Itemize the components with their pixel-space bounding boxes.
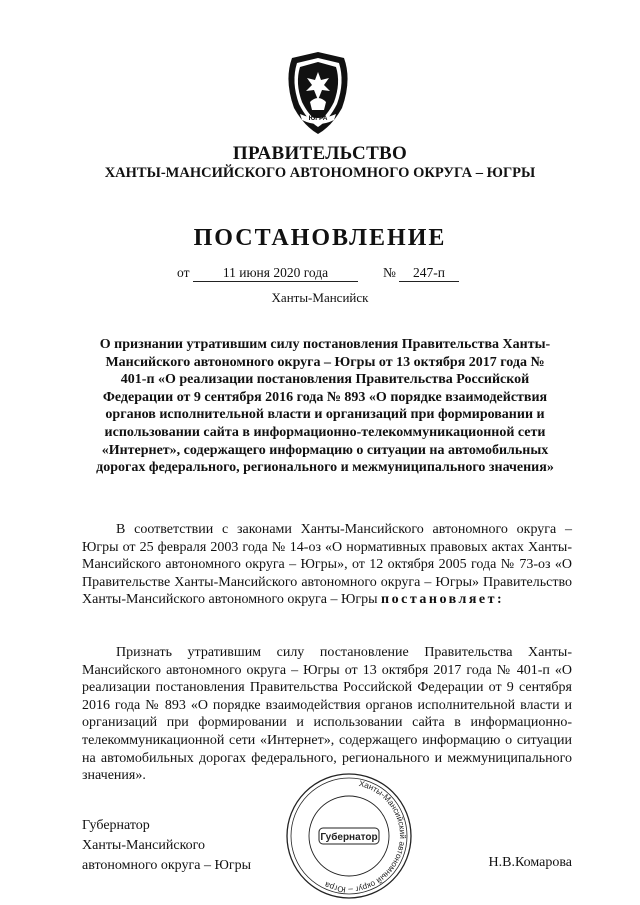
paragraph-1-text: В соответствии с законами Ханты-Мансийского автономного округа – Югры от 25 февраля 2003 года № 14-оз «О нормативных правовых актах Ханты-Мансийского автономного округа – Югры», от 12 октября 2005 года № 73-оз «О Правительстве Ханты-Мансийского автономного округа – Югры» Правительство Ханты-Мансийского автономного округа – Югры — [82, 522, 572, 608]
body-paragraph-1 — [82, 521, 572, 609]
document-date: 11 июня 2020 года — [193, 265, 358, 282]
coat-of-arms-emblem — [280, 50, 356, 136]
document-subject-title: О признании утратившим силу постановления Правительства Ханты-Мансийского автономного округа – Югры от 13 октября 2017 года № 401-п «О реализации постановления Правительства Российской Федерации от 9 сентября 2016 года № 893 «О порядке взаимодействия органов исполнительной власти и организаций при формировании и использовании сайта в информационно-телекоммуникационной сети «Интернет», содержащего информацию о ситуации на автомобильных дорогах федерального, регионального и межмуниципального значения» — [96, 337, 554, 476]
org-name-line1: ПРАВИТЕЛЬСТВО — [232, 143, 408, 164]
seal-center-text: Губернатор — [320, 832, 378, 843]
body-paragraph-2: Признать утратившим силу постановление Правительства Ханты-Мансийского автономного округа – Югры от 13 октября 2017 года № 401-п «О реализации постановления Правительства Российской Федерации от 9 сентября 2016 года № 893 «О порядке взаимодействия органов исполнительной власти и организаций при формировании и использовании сайта в информационно-телекоммуникационной сети «Интернет», содержащего информацию о ситуации на автомобильных дорогах федерального, регионального и межмуниципального значения». — [82, 645, 572, 784]
number-prefix: № — [383, 265, 396, 280]
document-number: 247-п — [399, 265, 459, 282]
position-line-3: автономного округа – Югры — [82, 858, 251, 873]
emblem-text: ЮГРА — [308, 115, 328, 122]
signatory-position — [82, 816, 251, 876]
date-prefix: от — [177, 265, 190, 280]
org-name-line2: ХАНТЫ-МАНСИЙСКОГО АВТОНОМНОГО ОКРУГА – ЮГРЫ — [104, 165, 536, 181]
position-line-1: Губернатор — [82, 818, 150, 833]
position-line-2: Ханты-Мансийского — [82, 838, 206, 853]
document-type-title: ПОСТАНОВЛЕНИЕ — [193, 225, 447, 251]
signatory-name: Н.В.Комарова — [488, 855, 572, 870]
decree-word: постановляет: — [381, 592, 505, 608]
seal-ring-text: Ханты-Мансийский автономный округ – Югра — [323, 779, 407, 895]
document-city: Ханты-Мансийск — [271, 290, 369, 305]
official-seal — [283, 770, 415, 900]
